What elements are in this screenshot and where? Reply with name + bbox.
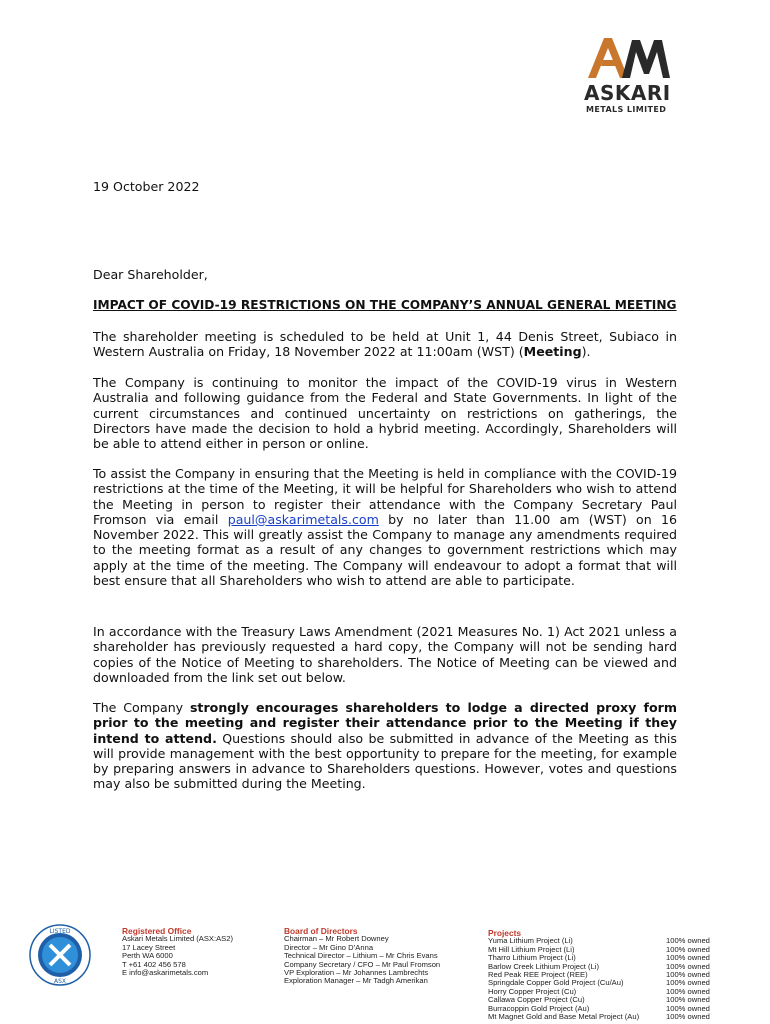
board-line: Technical Director – Lithium – Mr Chris Evans [284, 951, 438, 961]
p1-text: The shareholder meeting is scheduled to be held at Unit 1, 44 Denis Street, Subiaco in Western Australia on Friday, 18 November 2022 at 11:00am (WST) ( [93, 329, 677, 360]
registered-line: Askari Metals Limited (ASX:AS2) [122, 934, 233, 944]
registered-line: 17 Lacey Street [122, 942, 176, 952]
company-secretary-email-link[interactable]: paul@askarimetals.com [227, 511, 379, 527]
registered-line: E info@askarimetals.com [122, 968, 209, 978]
p3-text-end: by no later than 11.00 am (WST) on 16 November 2022. This will greatly assist the Company to manage any amendments required to the meeting format as a result of any changes to government restrictions which may apply at the time of the meeting. The Company will endeavour to adopt a format that will best ensure that all Shareholders who wish to attend are able to participate. [93, 511, 678, 589]
paragraph-notice-of-meeting: In accordance with the Treasury Laws Amendment (2021 Measures No. 1) Act 2021 unless a shareholder has previously requested a hard copy, the Company will not be sending hard copies of the Notice of Meeting to shareholders. The Notice of Meeting can be viewed and downloaded from the link set out below. [93, 624, 677, 685]
project-name: Horry Copper Project (Cu) [488, 986, 577, 996]
registered-line: Perth WA 6000 [122, 951, 173, 961]
project-row [488, 1013, 718, 1021]
project-ownership: 100% owned [666, 936, 710, 946]
project-ownership: 100% owned [666, 970, 710, 980]
board-line: Exploration Manager – Mr Tadgh Amerikan [284, 976, 428, 986]
project-name: Springdale Copper Gold Project (Cu/Au) [488, 978, 624, 988]
paragraph-registration [93, 466, 677, 588]
p1-bold: Meeting [523, 344, 582, 360]
salutation: Dear Shareholder, [93, 267, 208, 282]
p5-text-end: Questions should also be submitted in advance of the Meeting as this will provide management with the best opportunity to prepare for the meeting, for example by preparing answers in advance to Shareholders questions. However, votes and questions may also be submitted during the Meeting. [93, 730, 677, 792]
project-name: Callawa Copper Project (Cu) [488, 995, 585, 1005]
registered-line: T +61 402 456 578 [122, 959, 186, 969]
p3-text: To assist the Company in ensuring that the Meeting is held in compliance with the COVID-19 restrictions at the time of the Meeting, it will be helpful for Shareholders who wish to attend the Meeting in person to register their attendance with the Company Secretary Paul Fromson via email [93, 466, 677, 527]
project-ownership: 100% owned [666, 986, 710, 996]
company-logo [580, 34, 680, 116]
brand-name: ASKARI [584, 81, 671, 105]
project-name: Red Peak REE Project (REE) [488, 970, 588, 980]
project-name: Yuma Lithium Project (Li) [488, 936, 573, 946]
project-ownership: 100% owned [666, 1003, 710, 1013]
am-monogram-icon [586, 34, 672, 80]
projects-title: Projects [488, 928, 522, 938]
paragraph-proxy [93, 700, 677, 792]
project-name: Barlow Creek Lithium Project (Li) [488, 961, 599, 971]
project-ownership: 100% owned [666, 1012, 710, 1022]
project-name: Burracoppin Gold Project (Au) [488, 1003, 590, 1013]
project-ownership: 100% owned [666, 995, 710, 1005]
board-title: Board of Directors [284, 926, 358, 936]
letter-date: 19 October 2022 [93, 179, 200, 194]
registered-office-title: Registered Office [122, 926, 192, 936]
project-ownership: 100% owned [666, 944, 710, 954]
board-line: VP Exploration – Mr Johannes Lambrechts [284, 968, 429, 978]
badge-top-label: LISTED [49, 928, 71, 935]
project-ownership: 100% owned [666, 961, 710, 971]
p5-text: The Company [93, 700, 190, 715]
board-line: Chairman – Mr Robert Downey [284, 934, 389, 944]
letter-heading: IMPACT OF COVID-19 RESTRICTIONS ON THE COMPANY’S ANNUAL GENERAL MEETING [93, 298, 677, 312]
p5-bold: strongly encourages shareholders to lodge a directed proxy form prior to the meeting and register their attendance prior to the Meeting if they intend to attend. [93, 700, 678, 746]
registered-office-block [122, 927, 272, 977]
p1-text-end: ). [581, 344, 591, 360]
badge-bottom-label: ASX [53, 978, 67, 985]
brand-subtitle: METALS LIMITED [586, 105, 667, 114]
project-name: Tharro Lithium Project (Li) [488, 953, 576, 963]
paragraph-covid-monitoring: The Company is continuing to monitor the impact of the COVID-19 virus in Western Australia and following guidance from the Federal and State Governments. In light of the current circumstances and continued uncertainty on restrictions on gatherings, the Directors have made the decision to hold a hybrid meeting. Accordingly, Shareholders will be able to attend either in person or online. [93, 375, 677, 452]
projects-block [488, 929, 718, 1021]
project-name: Mt Hill Lithium Project (Li) [488, 944, 575, 954]
asx-listed-badge-icon [28, 923, 92, 987]
board-line: Company Secretary / CFO – Mr Paul Fromson [284, 959, 441, 969]
paragraph-meeting-details [93, 329, 677, 360]
board-line: Director – Mr Gino D’Anna [284, 942, 374, 952]
project-name: Mt Magnet Gold and Base Metal Project (Au) [488, 1012, 640, 1022]
letter-footer [0, 915, 770, 1024]
project-ownership: 100% owned [666, 953, 710, 963]
project-ownership: 100% owned [666, 978, 710, 988]
board-of-directors-block [284, 927, 474, 986]
